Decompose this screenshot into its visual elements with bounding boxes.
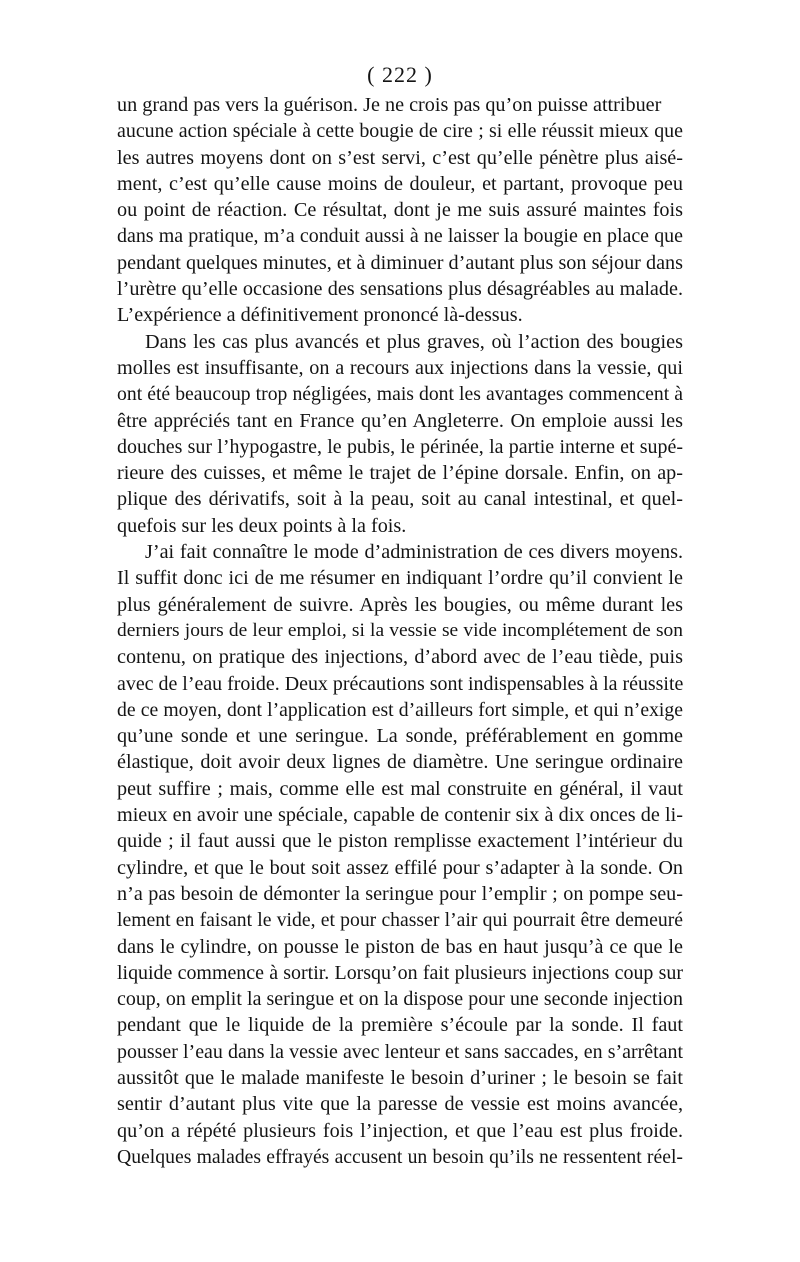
text-line: un grand pas vers la guérison. Je ne crois pas qu’on puisse attribuer <box>117 94 662 116</box>
text-line: plus généralement de suivre. Après les bougies, ou même durant les <box>117 593 683 616</box>
text-line: coup, on emplit la seringue et on la dispose pour une seconde injection <box>117 988 683 1011</box>
text-line: plique des dérivatifs, soit à la peau, soit au canal intestinal, et quel- <box>117 488 683 511</box>
paragraph-3 <box>117 539 683 1170</box>
text-line: aucune action spéciale à cette bougie de cire ; si elle réussit mieux que <box>117 120 683 143</box>
text-line: aussitôt que le malade manifeste le besoin d’uriner ; le besoin se fait <box>117 1066 683 1089</box>
text-line: avec de l’eau froide. Deux précautions sont indispensables à la réussite <box>117 672 683 695</box>
text-line: pousser l’eau dans la vessie avec lenteur et sans saccades, en s’arrêtant <box>117 1040 683 1063</box>
text-line: quide ; il faut aussi que le piston remplisse exactement l’intérieur du <box>117 830 683 853</box>
text-line: lement en faisant le vide, et pour chasser l’air qui pourrait être demeuré <box>117 909 683 932</box>
text-line: élastique, doit avoir deux lignes de diamètre. Une seringue ordinaire <box>117 751 683 774</box>
page-number: ( 222 ) <box>367 62 433 87</box>
text-line: pendant quelques minutes, et à diminuer d’autant plus son séjour dans <box>117 251 683 274</box>
text-line: cylindre, et que le bout soit assez effilé pour s’adapter à la sonde. On <box>117 856 683 879</box>
text-line: n’a pas besoin de démonter la seringue pour l’emplir ; on pompe seu- <box>117 882 683 905</box>
text-line: molles est insuffisante, on a recours aux injections dans la vessie, qui <box>117 356 683 379</box>
text-line: quefois sur les deux points à la fois. <box>117 514 407 537</box>
paragraph-1 <box>117 92 683 329</box>
text-line: Dans les cas plus avancés et plus graves, où l’action des bougies <box>145 330 683 353</box>
text-line: les autres moyens dont on s’est servi, c’est qu’elle pénètre plus aisé- <box>117 146 683 169</box>
text-line: ment, c’est qu’elle cause moins de douleur, et partant, provoque peu <box>117 172 683 195</box>
text-line: qu’on a répété plusieurs fois l’injection, et que l’eau est plus froide. <box>117 1119 683 1142</box>
body-text <box>117 92 683 1170</box>
text-line: L’expérience a définitivement prononcé là-dessus. <box>117 304 523 327</box>
text-line: Quelques malades effrayés accusent un besoin qu’ils ne ressentent réel- <box>117 1145 683 1168</box>
text-line: qu’une sonde et une seringue. La sonde, préférablement en gomme <box>117 725 683 748</box>
text-line: ont été beaucoup trop négligées, mais dont les avantages commencent à <box>117 383 683 406</box>
text-line: pendant que le liquide de la première s’écoule par la sonde. Il faut <box>117 1014 683 1037</box>
text-line: contenu, on pratique des injections, d’abord avec de l’eau tiède, puis <box>117 646 683 669</box>
text-line: J’ai fait connaître le mode d’administration de ces divers moyens. <box>145 541 683 564</box>
text-line: Il suffit donc ici de me résumer en indiquant l’ordre qu’il convient le <box>117 567 683 590</box>
text-line: liquide commence à sortir. Lorsqu’on fait plusieurs injections coup sur <box>117 961 683 984</box>
text-line: rieure des cuisses, et même le trajet de l’épine dorsale. Enfin, on ap- <box>117 462 683 485</box>
text-line: de ce moyen, dont l’application est d’ailleurs fort simple, et qui n’exige <box>117 698 683 721</box>
text-line: derniers jours de leur emploi, si la vessie se vide incomplétement de son <box>117 619 683 641</box>
text-line: peut suffire ; mais, comme elle est mal construite en général, il vaut <box>117 777 683 800</box>
text-line: dans le cylindre, on pousse le piston de bas en haut jusqu’à ce que le <box>117 935 683 958</box>
text-line: mieux en avoir une spéciale, capable de contenir six à dix onces de li- <box>117 804 683 827</box>
text-line: dans ma pratique, m’a conduit aussi à ne laisser la bougie en place que <box>117 225 683 248</box>
text-line: l’urètre qu’elle occasione des sensations plus désagréables au malade. <box>117 278 683 301</box>
text-line: douches sur l’hypogastre, le pubis, le périnée, la partie interne et supé- <box>117 435 683 458</box>
text-line: ou point de réaction. Ce résultat, dont je me suis assuré maintes fois <box>117 199 683 222</box>
paragraph-2 <box>117 329 683 539</box>
text-line: sentir d’autant plus vite que la paresse de vessie est moins avancée, <box>117 1093 683 1116</box>
text-line: être appréciés tant en France qu’en Angleterre. On emploie aussi les <box>117 409 683 432</box>
